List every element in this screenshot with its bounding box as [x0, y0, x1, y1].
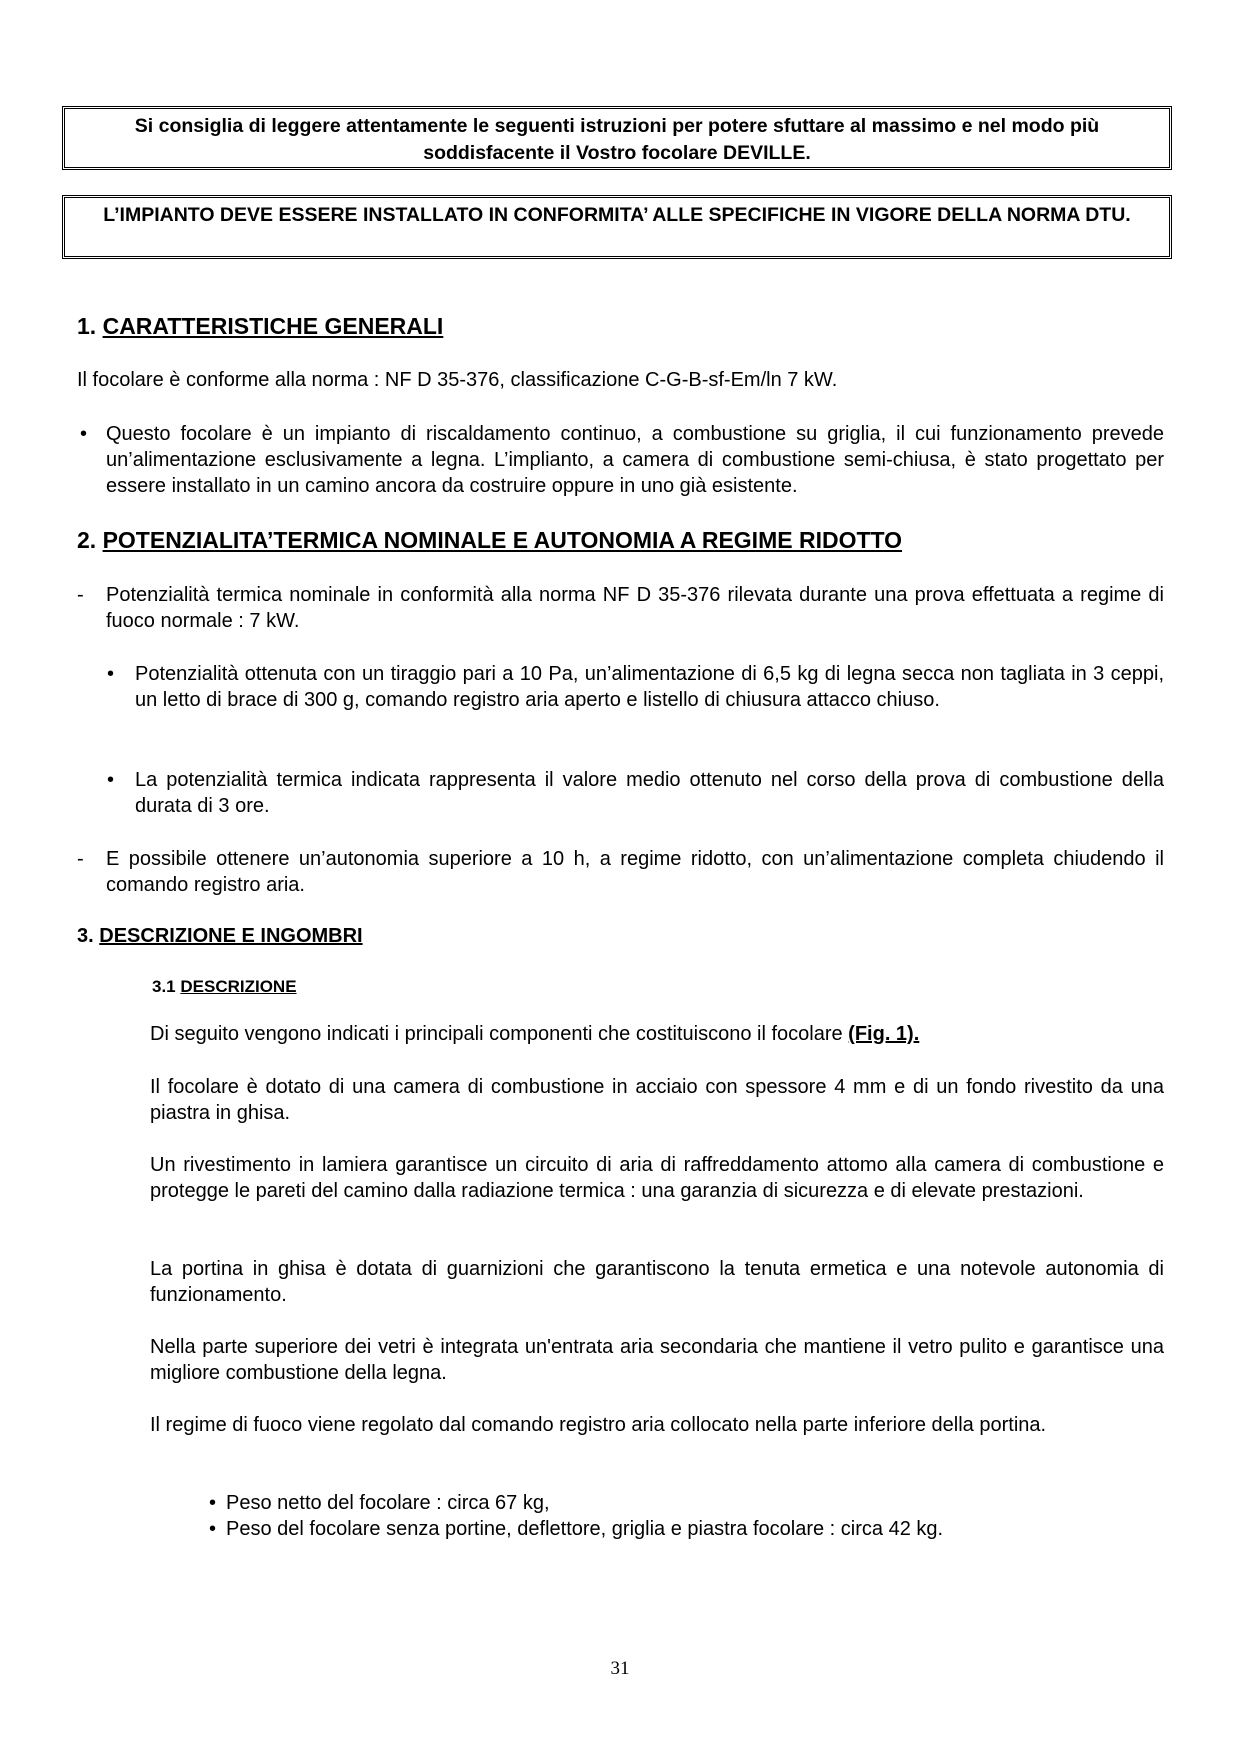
bullet-icon: •: [107, 769, 115, 791]
bullet-icon: •: [107, 663, 115, 685]
notice-text: L’IMPIANTO DEVE ESSERE INSTALLATO IN CONFORMITA’ ALLE SPECIFICHE IN VIGORE DELLA NORMA DTU.: [103, 204, 1131, 226]
section-3-paragraph-5: Nella parte superiore dei vetri è integrata un'entrata aria secondaria che mantiene il vetro pulito e garantisce una migliore combustione della legna.: [150, 1336, 1164, 1384]
notice-text: Si consiglia di leggere attentamente le seguenti istruzioni per potere sfuttare al massimo e nel modo più soddisfacente il Vostro focolare DEVILLE.: [134, 115, 1100, 164]
notice-box-reading: [62, 106, 1172, 170]
section-number: 3.: [77, 925, 94, 947]
section-1-bullet: Questo focolare è un impianto di riscaldamento continuo, a combustione su griglia, il cui funzionamento prevede un’alimentazione esclusivamente a legna. L’implianto, a camera di combustione semi-chiusa, è stato progettato per essere installato in un camino ancora da costruire oppure in uno già esistente.: [106, 423, 1164, 497]
notice-box-installation: [62, 195, 1172, 259]
section-1-heading: [77, 313, 443, 340]
paragraph-text: Di seguito vengono indicati i principali componenti che costituiscono il focolare: [150, 1023, 843, 1045]
subsection-title: DESCRIZIONE: [180, 977, 297, 996]
section-title: DESCRIZIONE E INGOMBRI: [99, 925, 363, 947]
section-2-dash-2: E possibile ottenere un’autonomia superiore a 10 h, a regime ridotto, con un’alimentazione completa chiudendo il comando registro aria.: [106, 848, 1164, 896]
page-number: 31: [610, 1658, 630, 1679]
section-2-bullet-1: Potenzialità ottenuta con un tiraggio pari a 10 Pa, un’alimentazione di 6,5 kg di legna secca non tagliata in 3 ceppi, un letto di brace di 300 g, comando registro aria aperto e listello di chiusura attacco chiuso.: [135, 663, 1164, 711]
dash-marker: -: [77, 584, 84, 606]
section-number: 1.: [77, 313, 97, 339]
section-3-paragraph-1: [150, 1021, 1164, 1047]
section-3-paragraph-4: La portina in ghisa è dotata di guarnizioni che garantiscono la tenuta ermetica e una notevole autonomia di funzionamento.: [150, 1258, 1164, 1306]
section-2-bullet-2: La potenzialità termica indicata rappresenta il valore medio ottenuto nel corso della prova di combustione della durata di 3 ore.: [135, 769, 1164, 817]
bullet-icon: •: [209, 1518, 217, 1540]
weight-item: Peso del focolare senza portine, deflettore, griglia e piastra focolare : circa 42 kg.: [226, 1518, 944, 1540]
bullet-icon: •: [80, 423, 88, 445]
section-2-heading: [77, 527, 902, 554]
section-title: CARATTERISTICHE GENERALI: [102, 313, 444, 339]
section-3-paragraph-3: Un rivestimento in lamiera garantisce un circuito di aria di raffreddamento attomo alla camera di combustione e protegge le pareti del camino dalla radiazione termica : una garanzia di sicurezza e di elevate prestazioni.: [150, 1154, 1164, 1202]
section-number: 2.: [77, 527, 97, 553]
section-3-paragraph-2: Il focolare è dotato di una camera di combustione in acciaio con spessore 4 mm e di un fondo rivestito da una piastra in ghisa.: [150, 1076, 1164, 1124]
section-1-intro: Il focolare è conforme alla norma : NF D 35-376, classificazione C-G-B-sf-Em/ln 7 kW.: [77, 369, 838, 391]
section-3-paragraph-6: Il regime di fuoco viene regolato dal comando registro aria collocato nella parte inferiore della portina.: [150, 1414, 1047, 1436]
figure-reference: (Fig. 1).: [848, 1023, 920, 1045]
section-2-dash-1: Potenzialità termica nominale in conformità alla norma NF D 35-376 rilevata durante una prova effettuata a regime di fuoco normale : 7 kW.: [106, 584, 1164, 632]
bullet-icon: •: [209, 1492, 217, 1514]
section-3-heading: [77, 925, 363, 948]
subsection-number: 3.1: [152, 977, 176, 996]
dash-marker: -: [77, 848, 84, 870]
section-title: POTENZIALITA’TERMICA NOMINALE E AUTONOMIA A REGIME RIDOTTO: [102, 527, 903, 553]
subsection-3-1-heading: [152, 977, 297, 997]
weight-item: Peso netto del focolare : circa 67 kg,: [226, 1492, 550, 1514]
